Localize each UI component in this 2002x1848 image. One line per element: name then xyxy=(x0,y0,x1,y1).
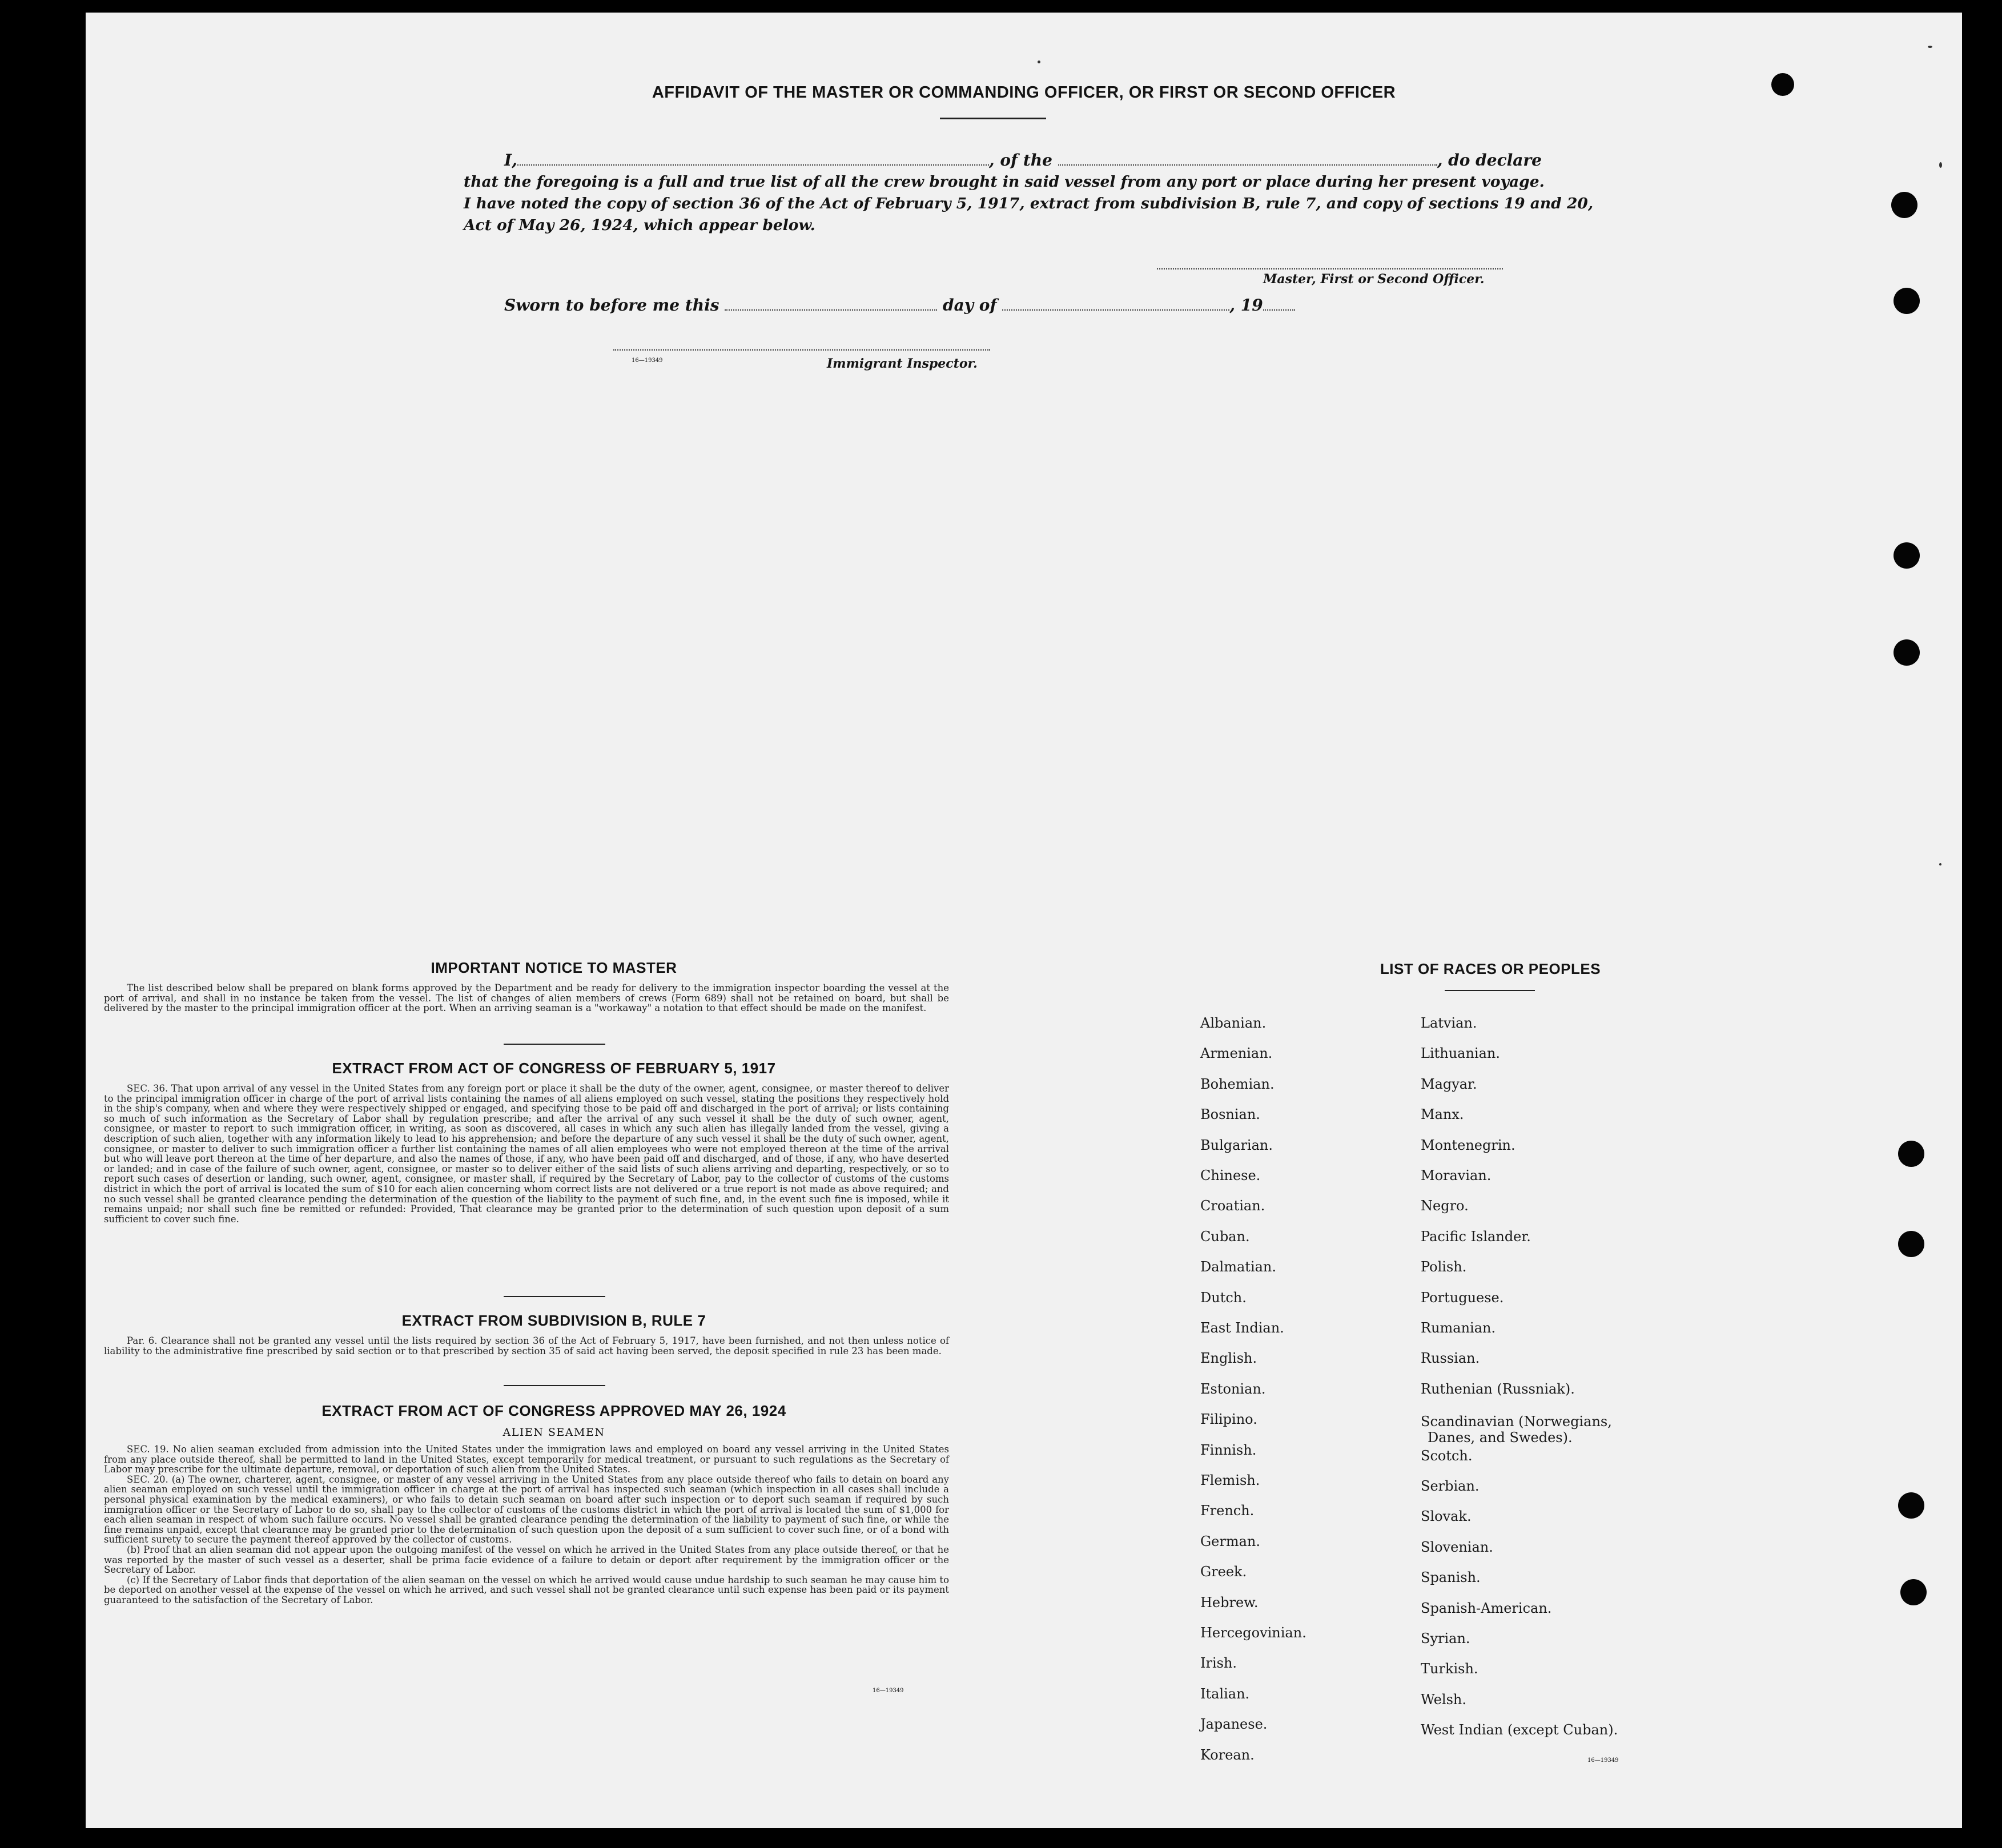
race-item: Rumanian. xyxy=(1421,1320,1496,1336)
race-item: East Indian. xyxy=(1200,1320,1284,1336)
race-item: Scotch. xyxy=(1421,1447,1473,1464)
scan-speck xyxy=(1038,61,1040,63)
affidavit-line-3: I have noted the copy of section 36 of the Act of February 5, 1917, extract from subdivision B, rule 7, and copy of sections 19 and 20, xyxy=(464,195,1594,212)
race-item: Polish. xyxy=(1421,1259,1467,1275)
race-item: Japanese. xyxy=(1200,1716,1268,1733)
sworn-day-of: day of xyxy=(943,296,997,315)
race-item: Estonian. xyxy=(1200,1380,1266,1397)
race-item: West Indian (except Cuban). xyxy=(1421,1722,1618,1738)
race-item: Latvian. xyxy=(1421,1015,1477,1031)
affidavit-do-declare: , do declare xyxy=(1437,151,1542,170)
affidavit-line-1 xyxy=(504,150,1542,171)
race-item: Negro. xyxy=(1421,1198,1469,1214)
race-item: Dalmatian. xyxy=(1200,1259,1277,1275)
officer-label: Master, First or Second Officer. xyxy=(1263,272,1485,287)
sworn-prefix: Sworn to before me this xyxy=(504,296,719,315)
sec-20c-paragraph: (c) If the Secretary of Labor finds that deportation of the alien seaman on the vessel on which he arrived would cause undue hardship to such seaman he may cause him to be deported on another vessel at the expense of the vessel on which he arrived, and such vessel shall not be granted clearance until such expense has been paid or its payment guaranteed to the satisfaction of the Secretary of Labor. xyxy=(104,1574,949,1605)
race-item: Magyar. xyxy=(1421,1076,1477,1092)
scan-speck xyxy=(1939,863,1941,865)
affidavit-line-4: Act of May 26, 1924, which appear below. xyxy=(464,216,815,234)
race-item: Dutch. xyxy=(1200,1289,1247,1306)
race-item: Irish. xyxy=(1200,1655,1237,1672)
race-item: Croatian. xyxy=(1200,1198,1265,1214)
races-form-number: 16—19349 xyxy=(1587,1757,1619,1764)
divider-1 xyxy=(504,1044,605,1045)
affidavit-title: AFFIDAVIT OF THE MASTER OR COMMANDING OFFICER, OR FIRST OR SECOND OFFICER xyxy=(652,83,1396,102)
notice-text xyxy=(104,983,949,1013)
extract-1917-title: EXTRACT FROM ACT OF CONGRESS OF FEBRUARY 5, 1917 xyxy=(332,1060,776,1077)
sworn-year: , 19 xyxy=(1229,296,1263,315)
race-item: Slovenian. xyxy=(1421,1539,1493,1555)
sec-20b-paragraph: (b) Proof that an alien seaman did not appear upon the outgoing manifest of the vessel on which he arrived in the United States from any place outside thereof, or that he was reported by the master of such vessel as a deserter, shall be prima facie evidence of a failure to detain or deport after requirement by the immigration officer or the Secretary of Labor. xyxy=(104,1544,949,1576)
affidavit-i: I, xyxy=(504,151,517,170)
notice-title: IMPORTANT NOTICE TO MASTER xyxy=(431,959,677,976)
sec-20a-paragraph: SEC. 20. (a) The owner, charterer, agent, consignee, or master of any vessel arriving in the United States from any place outside thereof who fails to detain on board any alien seaman employed on such vessel until the immigration officer in charge at the port of arrival has inspected such seaman (which inspection in all cases shall include a personal physical examination by the medical examiners), or who fails to detain such seaman on board after such inspection or to deport such seaman if required by such immigration officer or the Secretary of Labor to do so, shall pay to the collector of customs of the customs district in which the port of arrival is located the sum of $1,000 for each alien seaman in respect of whom such failure occurs. No vessel shall be granted clearance pending the determination of the liability to payment of such fine, or while the fine remains unpaid, except that clearance may be granted prior to the determination of such question upon the deposit of a sum sufficient to cover such fine, or of a bond with sufficient surety to secure the payment thereof approved by the collector of customs. xyxy=(104,1473,949,1545)
race-item: Turkish. xyxy=(1421,1661,1478,1677)
scan-speck xyxy=(1928,46,1932,48)
race-item: Syrian. xyxy=(1421,1630,1470,1646)
document-page xyxy=(86,13,1962,1828)
sworn-day-blank xyxy=(725,297,937,311)
race-item: Pacific Islander. xyxy=(1421,1228,1531,1245)
race-item: Spanish-American. xyxy=(1421,1600,1552,1616)
extract-1924-title: EXTRACT FROM ACT OF CONGRESS APPROVED MAY 26, 1924 xyxy=(321,1402,786,1419)
race-item: Manx. xyxy=(1421,1106,1464,1123)
divider-2 xyxy=(504,1296,605,1297)
race-item: Albanian. xyxy=(1200,1015,1267,1031)
inspector-signature-line xyxy=(613,349,990,351)
race-item: Scandinavian (Norwegians, xyxy=(1421,1414,1612,1430)
race-item: Moravian. xyxy=(1421,1167,1492,1183)
scan-speck xyxy=(1939,162,1942,168)
extract-1924-subtitle: ALIEN SEAMEN xyxy=(502,1426,605,1439)
punch-hole xyxy=(1900,1579,1927,1605)
punch-hole xyxy=(1894,542,1920,569)
race-item: Slovak. xyxy=(1421,1508,1472,1525)
race-item: German. xyxy=(1200,1533,1260,1549)
race-item: Spanish. xyxy=(1421,1569,1481,1586)
title-rule xyxy=(940,118,1046,119)
race-item: Flemish. xyxy=(1200,1472,1260,1488)
extract-1917-text xyxy=(104,1084,949,1224)
punch-hole xyxy=(1894,288,1920,314)
race-item: Armenian. xyxy=(1200,1045,1273,1062)
punch-hole xyxy=(1891,192,1917,218)
race-item: Welsh. xyxy=(1421,1691,1466,1708)
race-item: Filipino. xyxy=(1200,1411,1257,1428)
notice-paragraph: The list described below shall be prepared on blank forms approved by the Department and be ready for delivery to the immigration inspector boarding the vessel at the port of arrival, and shall in no instance be taken from the vessel. The list of changes of alien members of crews (Form 689) shall not be retained on board, but shall be delivered by the master to the principal immigration officer at the port. When an arriving seaman is a "workaway" a notation to that effect should be made on the manifest. xyxy=(104,983,949,1014)
punch-hole xyxy=(1771,73,1794,96)
extract-rule7-paragraph: Par. 6. Clearance shall not be granted any vessel until the lists required by section 36 of the Act of February 5, 1917, have been furnished, and not then unless notice of liability to the administrative fine prescribed by said section or to that prescribed by section 35 of said act having been served, the deposit specified in rule 23 has been made. xyxy=(104,1335,949,1356)
sworn-month-blank xyxy=(1002,297,1229,311)
punch-hole xyxy=(1898,1231,1924,1257)
affidavit-form-number: 16—19349 xyxy=(632,357,663,364)
sworn-year-blank xyxy=(1263,297,1295,311)
extract-1924-text xyxy=(104,1444,949,1605)
race-item: Hercegovinian. xyxy=(1200,1625,1306,1641)
race-item: Italian. xyxy=(1200,1685,1250,1702)
extract-rule7-title: EXTRACT FROM SUBDIVISION B, RULE 7 xyxy=(401,1312,706,1329)
punch-hole xyxy=(1898,1492,1924,1519)
race-item: Hebrew. xyxy=(1200,1594,1259,1611)
race-item: Montenegrin. xyxy=(1421,1137,1515,1153)
vessel-blank xyxy=(1058,152,1437,166)
sworn-line xyxy=(504,295,1295,316)
race-item: Portuguese. xyxy=(1421,1289,1504,1306)
race-item: Korean. xyxy=(1200,1746,1255,1763)
inspector-label: Immigrant Inspector. xyxy=(827,356,978,371)
races-title: LIST OF RACES OR PEOPLES xyxy=(1380,960,1601,977)
race-item: Bohemian. xyxy=(1200,1076,1275,1092)
race-item: Chinese. xyxy=(1200,1167,1261,1183)
race-item: Finnish. xyxy=(1200,1442,1257,1458)
affidavit-of-the: , of the xyxy=(988,151,1052,170)
race-item: Lithuanian. xyxy=(1421,1045,1501,1062)
punch-hole xyxy=(1898,1141,1924,1167)
race-item: Cuban. xyxy=(1200,1228,1250,1245)
race-item: Russian. xyxy=(1421,1350,1480,1367)
divider-3 xyxy=(504,1385,605,1386)
race-item: Ruthenian (Russniak). xyxy=(1421,1380,1575,1397)
officer-signature-line xyxy=(1157,268,1503,269)
race-item: English. xyxy=(1200,1350,1257,1367)
race-item: Danes, and Swedes). xyxy=(1428,1430,1573,1446)
race-item: Bosnian. xyxy=(1200,1106,1260,1123)
extract-1917-paragraph: SEC. 36. That upon arrival of any vessel in the United States from any foreign port or place it shall be the duty of the owner, agent, consignee, or master thereof to deliver to the principal immigration officer in charge of the port of arrival lists containing the names of all aliens employed on such vessel, stating the positions they respectively hold in the ship's company, when and where they were respectively shipped or engaged, and specifying those to be paid off and discharged in the port of arrival; or lists containing so much of such information as the Secretary of Labor shall by regulation prescribe; and after the arrival of any such vessel it shall be the duty of such owner, agent, consignee, or master to report to such immigration officer, in writing, as soon as discovered, all cases in which any such alien has illegally landed from the vessel, giving a description of such alien, together with any information likely to lead to his apprehension; and before the departure of any such vessel it shall be the duty of such owner, agent, consignee, or master to deliver to such immigration officer a further list containing the names of all alien employees who were not employed thereon at the time of the arrival but who will leave port thereon at the time of her departure, and also the names of those, if any, who have been paid off and discharged, and of those, if any, who have deserted or landed; and in case of the failure of such owner, agent, consignee, or master so to deliver either of the said lists of such aliens arriving and departing, respectively, or so to report such cases of desertion or landing, such owner, agent, consignee, or master shall, if required by the Secretary of Labor, pay to the collector of customs of the customs district in which the port of arrival is located the sum of $10 for each alien concerning whom correct lists are not delivered or a true report is not made as above required; and no such vessel shall be granted clearance pending the determination of the question of the liability to the payment of such fine, and, in the event such fine is imposed, while it remains unpaid; nor shall such fine be remitted or refunded: Provided, That clearance may be granted prior to the determination of such question upon deposit of a sum sufficient to cover such fine. xyxy=(104,1083,949,1225)
punch-hole xyxy=(1894,639,1920,666)
name-blank xyxy=(517,152,989,166)
races-rule xyxy=(1445,990,1535,991)
race-item: Greek. xyxy=(1200,1564,1247,1580)
affidavit-line-2: that the foregoing is a full and true list of all the crew brought in said vessel from any port or place during her present voyage. xyxy=(464,173,1545,191)
sec-19-paragraph: SEC. 19. No alien seaman excluded from admission into the United States under the immigration laws and employed on board any vessel arriving in the United States from any place outside thereof, shall be permitted to land in the United States, except temporarily for medical treatment, or pursuant to such regulations as the Secretary of Labor may prescribe for the ultimate departure, removal, or deportation of such alien from the United States. xyxy=(104,1444,949,1475)
race-item: French. xyxy=(1200,1503,1255,1519)
extract-form-number: 16—19349 xyxy=(873,1688,904,1694)
race-item: Serbian. xyxy=(1421,1478,1480,1494)
race-item: Bulgarian. xyxy=(1200,1137,1273,1153)
extract-rule7-text xyxy=(104,1336,949,1356)
